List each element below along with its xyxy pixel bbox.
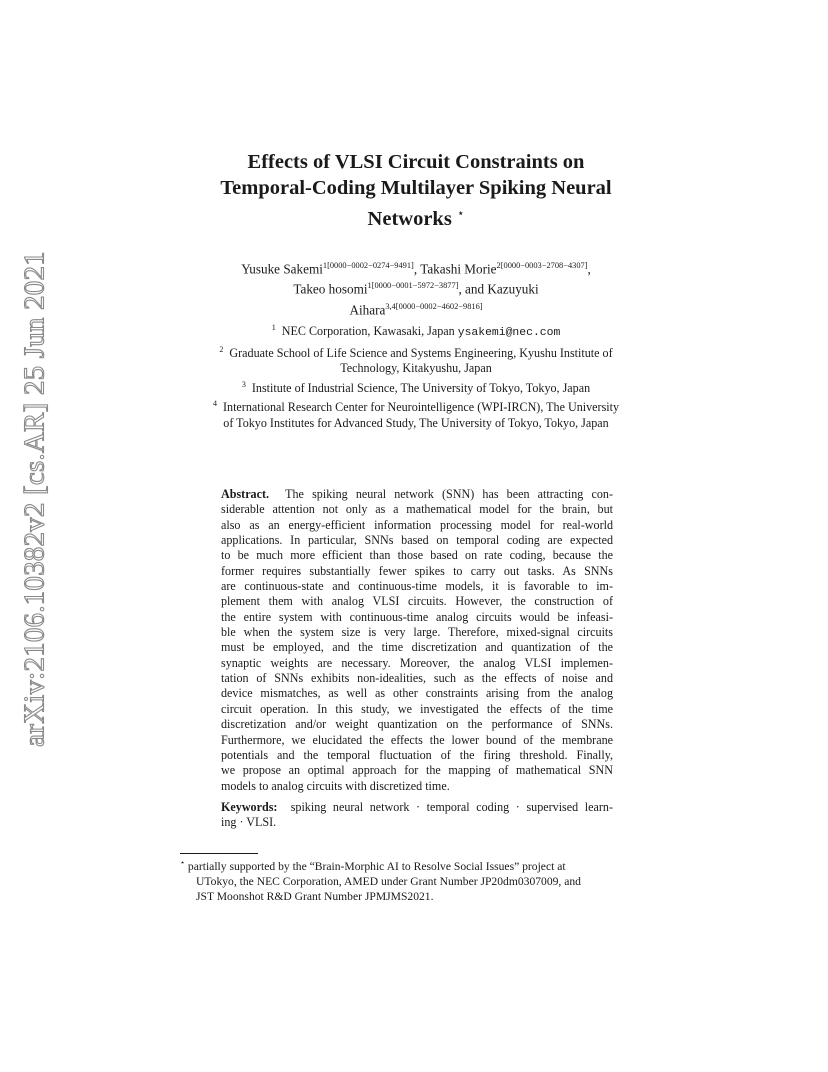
keywords-text: spiking neural network · temporal coding · supervised learn- xyxy=(290,800,613,814)
footnote-mark: ⋆ xyxy=(180,858,186,867)
author-orcid: 2[0000−0003−2708−4307] xyxy=(496,261,588,270)
abstract-line: are continuous-state and continuous-time models, it is favorable to im- xyxy=(221,579,613,594)
affiliation-list xyxy=(170,320,662,431)
affiliation-continued: of Tokyo Institutes for Advanced Study, The University of Tokyo, Tokyo, Japan xyxy=(223,415,609,430)
author-separator: , and Kazuyuki xyxy=(458,281,539,297)
affiliation xyxy=(170,342,662,362)
author-name: Aihara xyxy=(349,302,386,318)
author-name: Yusuke Sakemi xyxy=(241,261,323,277)
abstract-line: also as an energy-efficient information processing model for real-world xyxy=(221,517,613,532)
footnote-line: UTokyo, the NEC Corporation, AMED under Grant Number JP20dm0307009, and xyxy=(196,874,581,888)
abstract-line: Furthermore, we elucidated the effects the lower bound of the membrane xyxy=(221,732,613,747)
affiliation-number: 4 xyxy=(212,399,217,409)
affiliation-number: 3 xyxy=(241,379,246,389)
abstract-line: we propose an optimal approach for the mapping of mathematical SNN xyxy=(221,763,613,778)
abstract-line: synaptic weights are necessary. Moreover, the analog VLSI implemen- xyxy=(221,655,613,670)
author-orcid: 1[0000−0002−0274−9491] xyxy=(322,261,414,270)
author-email: ysakemi@nec.com xyxy=(457,327,561,340)
footnote-line: JST Moonshot R&D Grant Number JPMJMS2021. xyxy=(196,889,434,903)
keywords-line: ing · VLSI. xyxy=(221,815,277,830)
affiliation xyxy=(170,377,662,397)
keywords xyxy=(221,800,613,831)
abstract-label: Abstract. xyxy=(221,487,270,501)
author-separator: , xyxy=(587,261,591,277)
author-name: Takashi Morie xyxy=(420,261,497,277)
abstract-line: plement them with analog VLSI circuits. However, the construction of xyxy=(221,594,613,609)
footnote xyxy=(180,855,652,904)
abstract-line: device mismatches, as well as other constraints arising from the analog xyxy=(221,686,613,701)
author-line xyxy=(180,298,652,318)
author-orcid: 1[0000−0001−5972−3877] xyxy=(367,281,459,291)
abstract-line: potentials and the temporal fluctuation of the firing threshold. Finally, xyxy=(221,747,613,762)
title-footnote-star: ⋆ xyxy=(456,206,465,220)
paper-title xyxy=(180,150,652,232)
affiliation xyxy=(170,396,662,416)
abstract-line: to be much more efficient than those based on rate coding, because the xyxy=(221,548,613,563)
affiliation-number: 1 xyxy=(271,323,276,332)
abstract-line: ble when the system size is very large. Therefore, mixed-signal circuits xyxy=(221,625,613,640)
author-name: Takeo hosomi xyxy=(293,281,368,297)
footnote-rule xyxy=(180,853,258,854)
abstract-text: The spiking neural network (SNN) has been attracting con- xyxy=(285,487,613,501)
affiliation xyxy=(170,320,662,342)
abstract xyxy=(221,487,613,794)
affiliation-text: Institute of Industrial Science, The University of Tokyo, Tokyo, Japan xyxy=(251,380,591,395)
arxiv-stamp xyxy=(14,251,56,747)
affiliation-continued: Technology, Kitakyushu, Japan xyxy=(340,361,492,376)
title-line: Effects of VLSI Circuit Constraints on xyxy=(247,151,585,173)
arxiv-identifier: arXiv:2106.10382v2 [cs.AR] 25 Jun 2021 xyxy=(18,251,51,747)
abstract-line: tation of SNNs exhibits non-idealities, such as the effects of noise and xyxy=(221,671,613,686)
affiliation-text: International Research Center for Neurointelligence (WPI-IRCN), The University xyxy=(223,400,620,415)
author-orcid: 3,4[0000−0002−4602−9816] xyxy=(385,301,483,311)
keywords-line xyxy=(221,800,613,815)
author-separator: , xyxy=(413,261,421,277)
title-line: Temporal-Coding Multilayer Spiking Neural xyxy=(220,176,612,199)
footnote-line xyxy=(180,855,652,874)
author-line xyxy=(180,277,652,297)
affiliation-text: Graduate School of Life Science and Systems Engineering, Kyushu Institute of xyxy=(229,345,613,360)
affiliation-text: NEC Corporation, Kawasaki, Japan xyxy=(281,324,455,339)
abstract-line: the entire system with continuous-time analog circuits would be infeasi- xyxy=(221,609,613,624)
abstract-line: models to analog circuits with discretized time. xyxy=(221,778,450,793)
title-line-text: Networks xyxy=(367,207,452,230)
author-line xyxy=(180,257,652,277)
title-line xyxy=(180,201,652,232)
abstract-line: discretization and/or weight quantization on the performance of SNNs. xyxy=(221,717,613,732)
abstract-line: applications. In particular, SNNs based on temporal coding are expected xyxy=(221,533,613,548)
footnote-text: partially supported by the “Brain-Morphic AI to Resolve Social Issues” project at xyxy=(187,859,566,873)
abstract-line: circuit operation. In this study, we investigated the effects of the time xyxy=(221,701,613,716)
abstract-line: former requires substantially fewer spikes to carry out tasks. As SNNs xyxy=(221,563,613,578)
abstract-line: siderable attention not only as a mathematical model for the brain, but xyxy=(221,502,613,517)
affiliation-number: 2 xyxy=(219,344,224,354)
author-list xyxy=(180,257,652,318)
abstract-line: must be employed, and the time discretization and quantization of the xyxy=(221,640,613,655)
keywords-label: Keywords: xyxy=(221,800,278,814)
abstract-line xyxy=(221,487,613,502)
